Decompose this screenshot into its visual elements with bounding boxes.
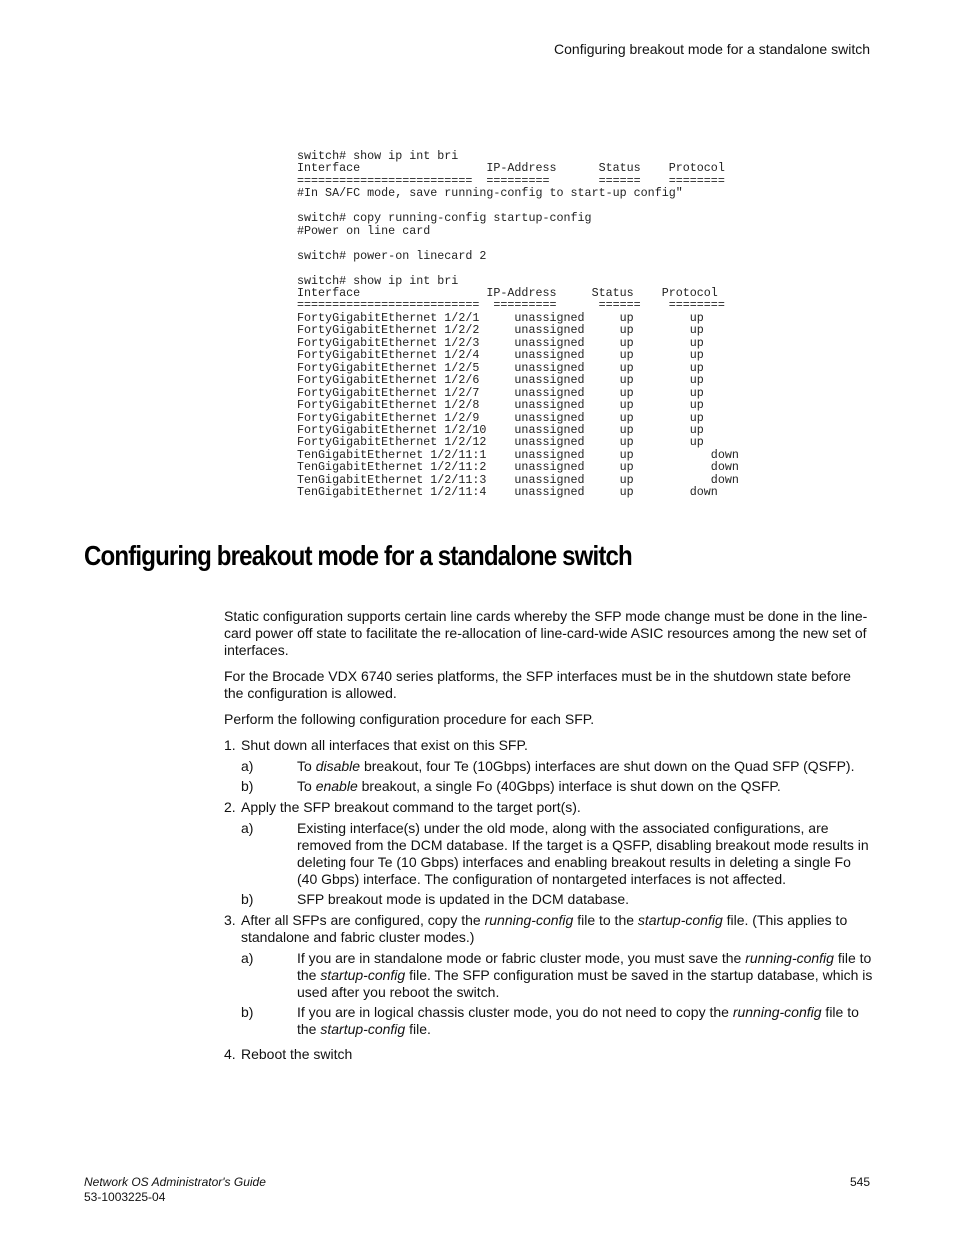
substep-text: file. [405, 1021, 431, 1037]
step-4 [224, 1046, 874, 1063]
substep-text: To [297, 778, 316, 794]
step-text: file. (This applies to standalone and fabric cluster modes.) [241, 912, 848, 945]
emphasis: running-config [732, 1004, 822, 1020]
step-1-substeps [224, 758, 874, 795]
emphasis: enable [315, 778, 358, 794]
step-number: 4. [224, 1046, 236, 1062]
emphasis: running-config [484, 912, 574, 928]
substep [224, 758, 874, 775]
step-3-substeps [224, 950, 874, 1038]
intro-paragraph: Static configuration supports certain line cards whereby the SFP mode change must be done in the line-card power off state to facilitate the re-allocation of line-card-wide ASIC resources among the new set of interfaces. [224, 608, 868, 658]
substep [224, 820, 874, 888]
substep [224, 891, 874, 908]
substep-text: file to the [297, 950, 872, 983]
doc-number: 53-1003225-04 [84, 1190, 166, 1204]
substep-letter: a) [241, 758, 254, 774]
substep [224, 1004, 874, 1038]
emphasis: running-config [745, 950, 834, 966]
step-3 [224, 912, 874, 946]
emphasis: disable [315, 758, 361, 774]
substep-letter: b) [241, 778, 254, 794]
emphasis: startup-config [637, 912, 723, 928]
substep-letter: b) [241, 1004, 254, 1020]
section-title: Configuring breakout mode for a standalone switch [84, 540, 632, 571]
substep-text: breakout, a single Fo (40Gbps) interface is shut down on the QSFP. [357, 778, 781, 794]
substep-text: Existing interface(s) under the old mode, along with the associated configurations, are removed from the DCM database. If the target is a QSFP, disabling breakout mode results in deleting four Te (10 Gbps) interfaces and enabling breakout results in deleting a single Fo (40 Gbps) interface. The configuration of nontargeted interfaces is not affected. [297, 820, 869, 887]
substep-text: file to the [297, 1004, 859, 1037]
step-text: Shut down all interfaces that exist on this SFP. [241, 737, 528, 753]
step-number: 3. [224, 912, 236, 928]
step-2 [224, 799, 874, 816]
step-text: Apply the SFP breakout command to the target port(s). [241, 799, 581, 815]
section-body [224, 608, 874, 1067]
substep-text: file. The SFP configuration must be saved in the startup database, which is used after you reboot the switch. [297, 967, 873, 1000]
step-text: file to the [573, 912, 638, 928]
substep-text: If you are in logical chassis cluster mode, you do not need to copy the [297, 1004, 733, 1020]
step-number: 2. [224, 799, 236, 815]
step-1 [224, 737, 874, 754]
emphasis: startup-config [320, 1021, 406, 1037]
emphasis: startup-config [320, 967, 406, 983]
substep-letter: a) [241, 950, 254, 966]
intro-paragraph: Perform the following configuration procedure for each SFP. [224, 711, 595, 727]
guide-title: Network OS Administrator's Guide [84, 1175, 266, 1189]
step-text: After all SFPs are configured, copy the [241, 912, 485, 928]
cli-code-block: switch# show ip int bri Interface IP-Address Status Protocol ========================= ========= ====== ======== #In SA/FC mode, save running-config to start-up config" switch# copy running-config startup-config #Power on line card switch# power-on linecard 2 switch# show ip int bri Interface IP-Address Status Protocol ========================== ========= ====== ======== FortyGigabitEthernet 1/2/1 unassigned up up FortyGigabitEthernet 1/2/2 unassigned up up FortyGigabitEthernet 1/2/3 unassigned up up FortyGigabitEthernet 1/2/4 unassigned up up FortyGigabitEthernet 1/2/5 unassigned up up FortyGigabitEthernet 1/2/6 unassigned up up FortyGigabitEthernet 1/2/7 unassigned up up FortyGigabitEthernet 1/2/8 unassigned up up FortyGigabitEthernet 1/2/9 unassigned up up FortyGigabitEthernet 1/2/10 unassigned up up FortyGigabitEthernet 1/2/12 unassigned up up TenGigabitEthernet 1/2/11:1 unassigned up down TenGigabitEthernet 1/2/11:2 unassigned up down TenGigabitEthernet 1/2/11:3 unassigned up down TenGigabitEthernet 1/2/11:4 unassigned up down [297, 149, 739, 500]
substep-text: To [297, 758, 316, 774]
substep-text: breakout, four Te (10Gbps) interfaces are shut down on the Quad SFP (QSFP). [360, 758, 855, 774]
step-2-substeps [224, 820, 874, 908]
substep-letter: b) [241, 891, 254, 907]
substep [224, 778, 874, 795]
page-number: 545 [849, 1175, 870, 1189]
substep-text: If you are in standalone mode or fabric cluster mode, you must save the [297, 950, 746, 966]
substep-text: SFP breakout mode is updated in the DCM database. [297, 891, 630, 907]
running-header: Configuring breakout mode for a standalone switch [554, 41, 870, 57]
substep-letter: a) [241, 820, 254, 836]
step-text: Reboot the switch [241, 1046, 353, 1062]
intro-paragraph: For the Brocade VDX 6740 series platforms, the SFP interfaces must be in the shutdown state before the configuration is allowed. [224, 668, 851, 701]
footer-left [84, 1175, 266, 1205]
substep [224, 950, 874, 1001]
step-number: 1. [224, 737, 236, 753]
